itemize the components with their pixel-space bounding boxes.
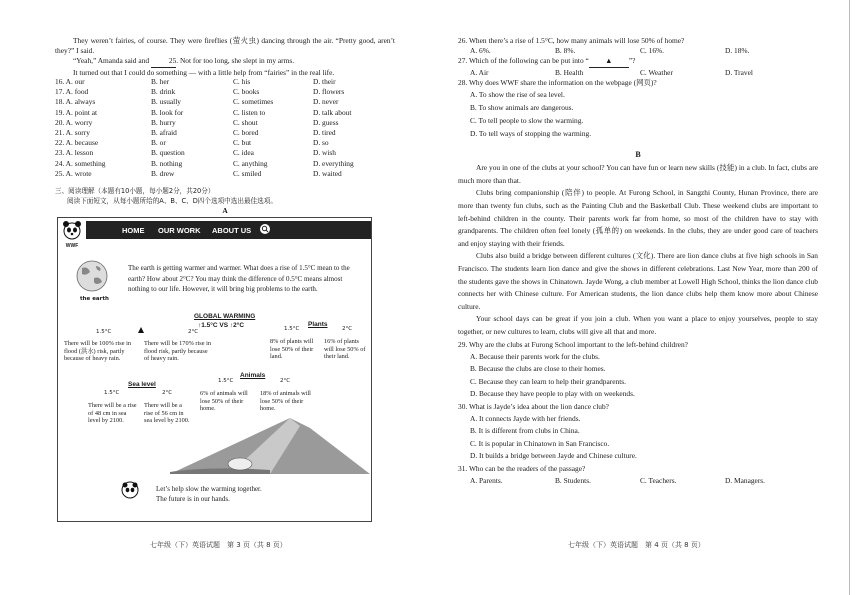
- story-text: . Not for too long, she slept in my arms.: [176, 56, 295, 66]
- cloze-option: 18. A. always: [55, 97, 96, 107]
- sea-temp-2: 2°C: [162, 390, 173, 396]
- option: D. It builds a bridge between Jayde and Chinese culture.: [470, 451, 637, 461]
- sea-level-title: Sea level: [128, 381, 156, 388]
- flood-2-text: There will be 170% rise in flood risk, partly because of heavy rain.: [144, 340, 211, 363]
- animals-temp-1-5: 1.5°C: [218, 378, 234, 384]
- page-footer-4: 七年级（下）英语试题 第 4 页（共 8 页）: [568, 541, 705, 549]
- cloze-option: C. his: [233, 77, 251, 86]
- poster-nav-bar: [86, 221, 371, 239]
- question-27-options: [458, 68, 818, 78]
- flood-temp-2: 2°C: [188, 329, 199, 335]
- passage-b-paragraph-1: Are you in one of the clubs at your school? You can have fun or learn new skills (技能) in a club. In fact, clubs are much more than that.: [458, 163, 818, 185]
- wwf-logo-text: WWF: [65, 243, 79, 249]
- cloze-row: [55, 87, 395, 97]
- cloze-option: 24. A. something: [55, 158, 106, 168]
- question-29: 29. Why are the clubs at Furong School important to the left-behind children?: [458, 339, 688, 349]
- cloze-option: D. everything: [313, 158, 354, 168]
- question-29-options: [458, 351, 818, 401]
- plants-temp-1-5: 1.5°C: [284, 326, 300, 332]
- cloze-option: 20. A. worry: [55, 117, 93, 127]
- cloze-option: B. afraid: [151, 128, 177, 138]
- option: C. It is popular in Chinatown in San Francisco.: [470, 438, 610, 448]
- cloze-option: 21. A. sorry: [55, 128, 90, 138]
- passage-b-paragraph-4: Your school days can be great if you join a club. When you want a place to enjoy yourselves, people to stay together, or new cultures to learn, clubs will give all that and more.: [458, 314, 818, 336]
- mountain-polar-bear-image: [170, 414, 370, 479]
- plants-temp-2: 2°C: [342, 326, 353, 332]
- question-30-options: [458, 413, 818, 463]
- plants-title: Plants: [308, 321, 328, 328]
- option: B. To show animals are dangerous.: [470, 103, 574, 113]
- nav-about-us[interactable]: ABOUT US: [212, 226, 252, 235]
- question-26: 26. When there’s a rise of 1.5°C, how many animals will lose 50% of home?: [458, 36, 685, 45]
- animals-title: Animals: [240, 372, 266, 379]
- cloze-option: B. question: [151, 148, 185, 158]
- cloze-option: D. never: [313, 97, 339, 107]
- cloze-option: D. talk about: [313, 107, 352, 117]
- nav-home[interactable]: HOME: [122, 226, 145, 235]
- option: B. Health: [555, 67, 584, 77]
- cloze-option: 16. A. our: [55, 77, 85, 86]
- cloze-row: [55, 169, 395, 179]
- cloze-row: [55, 108, 395, 118]
- cloze-option: B. usually: [151, 97, 181, 107]
- cloze-row: [55, 97, 395, 107]
- animals-1-5-text: 6% of animals will lose 50% of their home.: [200, 390, 248, 413]
- cloze-option: B. drink: [151, 87, 176, 97]
- triangle-icon: [138, 327, 144, 333]
- cloze-row: [55, 77, 395, 87]
- cloze-option: B. or: [151, 138, 166, 148]
- cloze-option: B. look for: [151, 107, 184, 117]
- sea-temp-1-5: 1.5°C: [104, 390, 120, 396]
- cloze-option: C. shout: [233, 117, 258, 127]
- cloze-option: 17. A. food: [55, 87, 89, 97]
- triangle-blank: ▲: [589, 56, 629, 67]
- option: C. Because they can learn to help their grandparents.: [470, 376, 626, 386]
- global-warming-subtitle: ↑1.5°C VS ↑2°C: [198, 322, 245, 329]
- option: A. Parents.: [470, 476, 503, 485]
- option: B. 8%.: [555, 46, 576, 56]
- poster-footer-text: [156, 484, 356, 504]
- cloze-option: C. idea: [233, 148, 254, 158]
- poster-footer-line-2: The future is in our hands.: [156, 495, 230, 503]
- passage-b-paragraph-2: Clubs bring companionship (陪伴) to people. At Furong School, in Sangzhi County, Hunan Province, there are more than twenty fun clubs, such as the Painting Club and the Basketball Club. These weekend clubs are important to left-behind children in the county. Their parents work far from home, so most of the children have to stay with grandparents. The children often feel lonely (孤单的) on weekends. In the clubs, they are under good care of teachers and enjoy staying with their friends.: [458, 188, 818, 248]
- cloze-option: D. waited: [313, 168, 342, 178]
- question-27-text: 27. Which of the following can be put into “: [458, 56, 589, 66]
- question-28-options: [458, 88, 818, 140]
- option: D. To tell ways of stopping the warming.: [470, 129, 592, 139]
- section-3-heading: 三、阅读理解（本题有10小题，每小题2分，共20分）: [55, 187, 215, 195]
- option: C. To tell people to slow the warming.: [470, 116, 584, 126]
- cloze-option: D. so: [313, 138, 329, 148]
- cloze-row: [55, 159, 395, 169]
- plants-2-text: 16% of plants will lose 50% of their land.: [324, 338, 366, 361]
- search-icon[interactable]: [260, 224, 270, 234]
- flood-1-5-text: There will be 100% rise in flood (洪水) risk, partly because of heavy rain.: [64, 340, 131, 363]
- global-warming-title: GLOBAL WARMING: [194, 313, 256, 320]
- story-paragraph-3: It turned out that I could do something — with a little help from “fairies” in the real life.: [73, 67, 335, 77]
- cloze-option: C. bored: [233, 128, 259, 138]
- sea-2-text: There will be a rise of 56 cm in sea level by 2100.: [144, 402, 190, 425]
- cloze-option: B. nothing: [151, 158, 183, 168]
- option: A. It connects Jayde with her friends.: [470, 413, 581, 423]
- option: B. Students.: [555, 476, 591, 485]
- cloze-row: [55, 118, 395, 128]
- option: C. Teachers.: [640, 476, 677, 485]
- cloze-option: C. smiled: [233, 168, 262, 178]
- earth-description: The earth is getting warmer and warmer. What does a rise of 1.5°C mean to the earth? How about 2°C? You may think the difference of 0.5°C means almost nothing to our life. However, it will bring big problems to the earth.: [128, 264, 350, 293]
- cloze-option: C. anything: [233, 158, 268, 168]
- cloze-row: [55, 128, 395, 138]
- story-text: “Yeah,” Amanda said and: [73, 56, 150, 66]
- cloze-row: [55, 138, 395, 148]
- wwf-poster: [57, 217, 372, 522]
- sea-1-5-text: There will be a rise of 48 cm in sea level by 2100.: [88, 402, 137, 425]
- cloze-option: 25. A. wrote: [55, 168, 92, 178]
- cloze-option: 22. A. because: [55, 138, 99, 148]
- page-footer-3: 七年级（下）英语试题 第 3 页（共 8 页）: [150, 541, 287, 549]
- option: A. Because their parents work for the clubs.: [470, 351, 600, 361]
- wwf-panda-footer-icon: [120, 480, 140, 505]
- cloze-option: D. wish: [313, 148, 336, 158]
- cloze-option: B. drew: [151, 168, 175, 178]
- cloze-option: B. hurry: [151, 117, 176, 127]
- option: B. It is different from clubs in China.: [470, 426, 580, 436]
- earth-label: the earth: [80, 296, 109, 302]
- question-31-options: [458, 475, 818, 487]
- question-31: 31. Who can be the readers of the passage?: [458, 463, 586, 473]
- poster-footer-line-1: Let’s help slow the warming together.: [156, 485, 262, 493]
- cloze-option: D. guess: [313, 117, 339, 127]
- option: B. Because the clubs are close to their homes.: [470, 364, 606, 374]
- option: A. To show the rise of sea level.: [470, 90, 565, 100]
- earth-icon: [72, 258, 112, 299]
- option: A. Air: [470, 67, 489, 77]
- option: D. Travel: [725, 67, 753, 77]
- plants-1-5-text: 8% of plants will lose 50% of their land.: [270, 338, 314, 361]
- option: A. 6%.: [470, 46, 491, 56]
- passage-b-paragraph-3: Clubs also build a bridge between different cultures (文化). There are lion dance clubs at five high schools in San Francisco. The students learn lion dance and give the shows in different celebrations. Last New Year, more than 200 of the students gave the shows in Chinatown. Jayde Wong, a club member at Lowell High School, thinks the lion dance club connects her with Chinese culture. For American students, the lion dance clubs help them know more about Chinese culture.: [458, 251, 818, 311]
- flood-temp-1-5: 1.5°C: [96, 329, 112, 335]
- cloze-option: B. her: [151, 77, 170, 86]
- question-27: [458, 56, 818, 67]
- cloze-option: C. listen to: [233, 107, 266, 117]
- option: D. 18%.: [725, 46, 750, 56]
- animals-2-text: 18% of animals will lose 50% of their home.: [260, 390, 311, 413]
- blank-25: 25: [151, 56, 176, 67]
- cloze-option: D. their: [313, 77, 336, 86]
- story-paragraph-2: [55, 56, 395, 67]
- cloze-row: [55, 148, 395, 158]
- passage-a-label: A: [222, 206, 228, 216]
- cloze-option: 23. A. lesson: [55, 148, 94, 158]
- option: C. 16%.: [640, 46, 665, 56]
- section-3-instructions: 阅读下面短文，从每小题所给的A、B、C、D四个选项中选出最佳选项。: [67, 197, 277, 206]
- cloze-option: C. sometimes: [233, 97, 274, 107]
- wwf-panda-logo: [61, 220, 83, 249]
- story-paragraph-1: They weren’t fairies, of course. They were fireflies (萤火虫) dancing through the air. “Pretty good, aren’t they?” I said.: [55, 36, 395, 56]
- page-edge: [849, 0, 860, 595]
- question-26-options: [458, 46, 818, 56]
- cloze-option: D. tired: [313, 128, 336, 138]
- question-27-end: ”?: [628, 56, 636, 66]
- cloze-option: D. flowers: [313, 87, 345, 97]
- option: C. Weather: [640, 67, 673, 77]
- option: D. Managers.: [725, 476, 766, 485]
- option: D. Because they have people to play with on weekends.: [470, 389, 635, 399]
- cloze-options: [55, 77, 395, 179]
- animals-temp-2: 2°C: [280, 378, 291, 384]
- nav-our-work[interactable]: OUR WORK: [158, 226, 201, 235]
- passage-b-label: B: [635, 150, 641, 160]
- cloze-option: C. but: [233, 138, 252, 148]
- question-28: 28. Why does WWF share the information on the webpage (网页)?: [458, 77, 657, 87]
- cloze-option: C. books: [233, 87, 260, 97]
- cloze-option: 19. A. point at: [55, 107, 98, 117]
- question-30: 30. What is Jayde’s idea about the lion dance club?: [458, 401, 609, 411]
